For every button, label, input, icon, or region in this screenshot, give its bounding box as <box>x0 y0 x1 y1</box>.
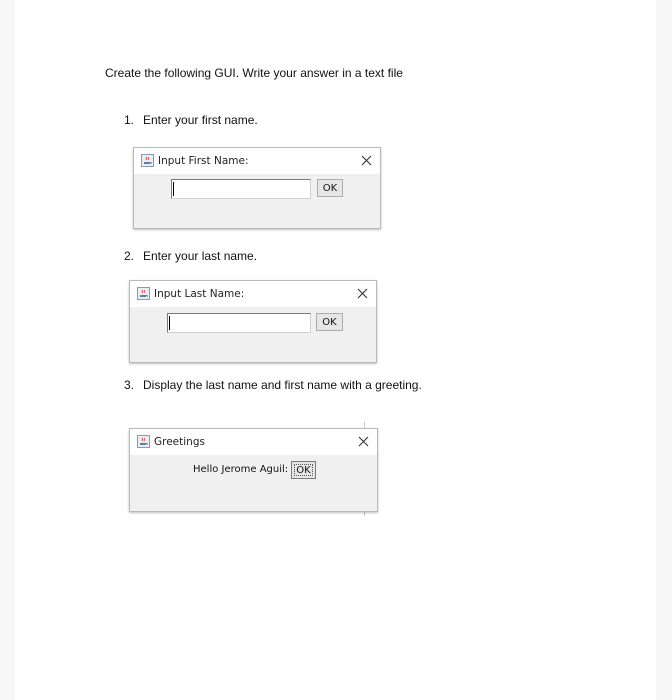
greetings-dialog <box>129 428 378 512</box>
text-caret <box>173 182 174 196</box>
step-text: Enter your first name. <box>143 113 258 127</box>
document-page <box>15 0 656 700</box>
ok-button[interactable]: OK <box>316 313 343 331</box>
close-icon[interactable] <box>356 287 369 300</box>
step-1 <box>124 113 258 127</box>
first-name-dialog <box>133 147 381 229</box>
dialog-titlebar <box>134 148 380 174</box>
java-coffee-icon <box>141 154 154 167</box>
last-name-input[interactable] <box>167 313 311 333</box>
dialog-title: Greetings <box>154 436 205 448</box>
step-text: Display the last name and first name with a greeting. <box>143 378 422 392</box>
last-name-dialog <box>129 280 377 363</box>
text-caret <box>169 316 170 330</box>
dialog-titlebar <box>130 429 377 455</box>
close-icon[interactable] <box>357 435 370 448</box>
ok-button[interactable]: OK <box>291 461 316 479</box>
java-coffee-icon <box>137 287 150 300</box>
intro-instruction: Create the following GUI. Write your answer in a text file <box>105 66 403 80</box>
dialog-titlebar <box>130 281 376 307</box>
java-coffee-icon <box>137 435 150 448</box>
first-name-input[interactable] <box>171 179 311 199</box>
close-icon[interactable] <box>360 154 373 167</box>
step-number: 1. <box>124 113 135 127</box>
step-number: 2. <box>124 249 135 263</box>
dialog-title: Input First Name: <box>158 155 249 167</box>
greeting-message: Hello Jerome Aguil: <box>193 464 289 475</box>
ok-button[interactable]: OK <box>317 179 343 197</box>
step-2 <box>124 249 257 263</box>
step-3 <box>124 378 422 392</box>
step-number: 3. <box>124 378 135 392</box>
step-text: Enter your last name. <box>143 249 258 263</box>
dialog-title: Input Last Name: <box>154 288 245 300</box>
